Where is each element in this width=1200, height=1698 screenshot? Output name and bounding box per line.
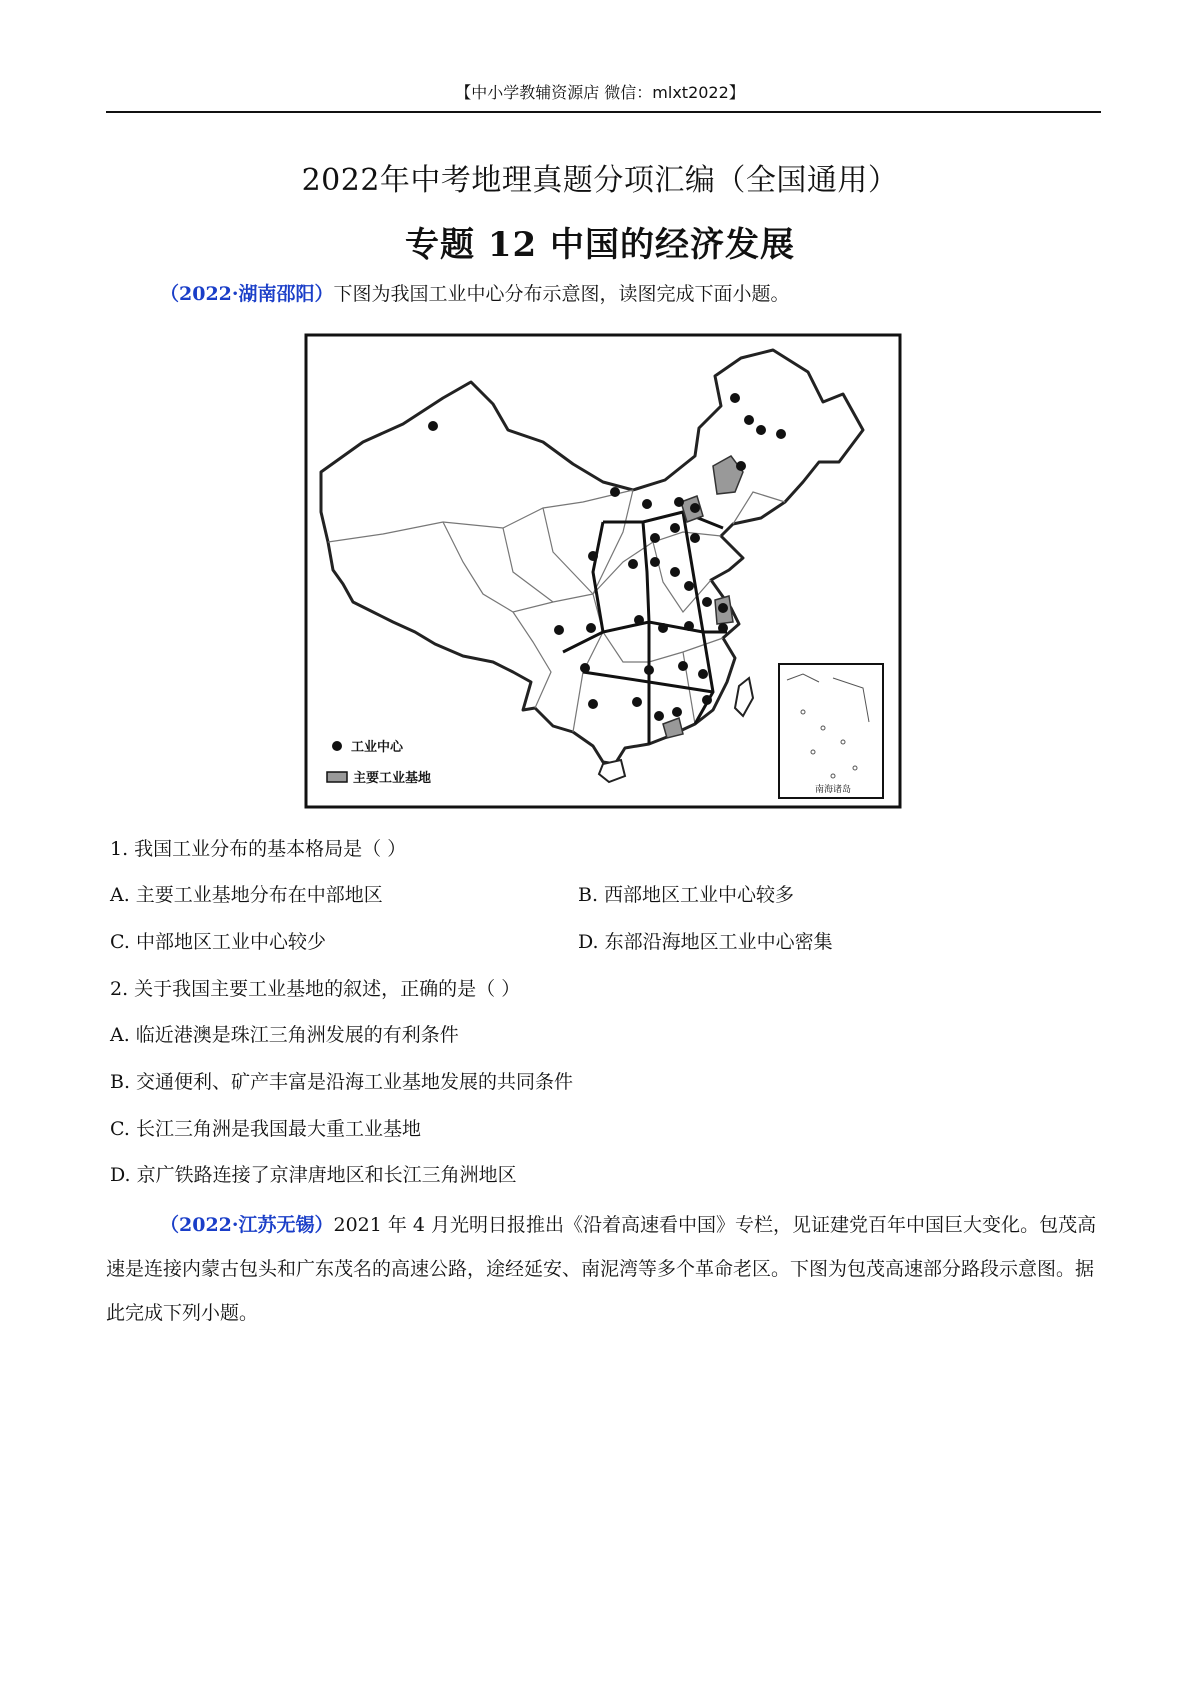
question-1-option-b: B. 西部地区工业中心较多 — [578, 884, 795, 906]
question-1-stem: 1. 我国工业分布的基本格局是（ ） — [110, 838, 407, 860]
question-2-option-b: B. 交通便利、矿产丰富是沿海工业基地发展的共同条件 — [110, 1071, 574, 1093]
document-title: 2022年中考地理真题分项汇编（全国通用） — [301, 163, 899, 198]
section2-intro — [106, 1203, 1101, 1335]
legend-center-symbol — [332, 741, 342, 751]
question-2-option-d: D. 京广铁路连接了京津唐地区和长江三角洲地区 — [110, 1164, 517, 1186]
question-2-stem: 2. 关于我国主要工业基地的叙述，正确的是（ ） — [110, 978, 521, 1000]
header-rule — [106, 111, 1101, 113]
document-subtitle: 专题 12 中国的经济发展 — [405, 225, 795, 265]
section2-text: 2021 年 4 月光明日报推出《沿着高速看中国》专栏，见证建党百年中国巨大变化。包茂高速是连接内蒙古包头和广东茂名的高速公路，途经延安、南泥湾等多个革命老区。下图为包茂高速部分路段示意图。据此完成下列小题。 — [106, 1214, 1097, 1324]
section1-source: （2022·湖南邵阳） — [160, 283, 334, 305]
question-2-option-c: C. 长江三角洲是我国最大重工业基地 — [110, 1118, 421, 1140]
question-1-option-a: A. 主要工业基地分布在中部地区 — [110, 884, 383, 906]
question-1-option-d: D. 东部沿海地区工业中心密集 — [578, 931, 833, 953]
section1-intro — [106, 272, 1101, 316]
question-2-option-a: A. 临近港澳是珠江三角洲发展的有利条件 — [110, 1024, 459, 1046]
legend-center-label: 工业中心 — [351, 740, 404, 755]
section1-text: 下图为我国工业中心分布示意图，读图完成下面小题。 — [333, 283, 790, 305]
section2-source: （2022·江苏无锡） — [160, 1214, 334, 1236]
inset-label: 南海诸岛 — [815, 785, 852, 795]
legend-base-symbol — [327, 772, 347, 782]
page-header: 【中小学教辅资源店 微信：mlxt2022】 — [455, 83, 745, 102]
industry-map — [303, 332, 903, 812]
question-1-option-c: C. 中部地区工业中心较少 — [110, 931, 326, 953]
legend-base-label: 主要工业基地 — [353, 771, 432, 786]
inset-frame — [779, 664, 883, 798]
